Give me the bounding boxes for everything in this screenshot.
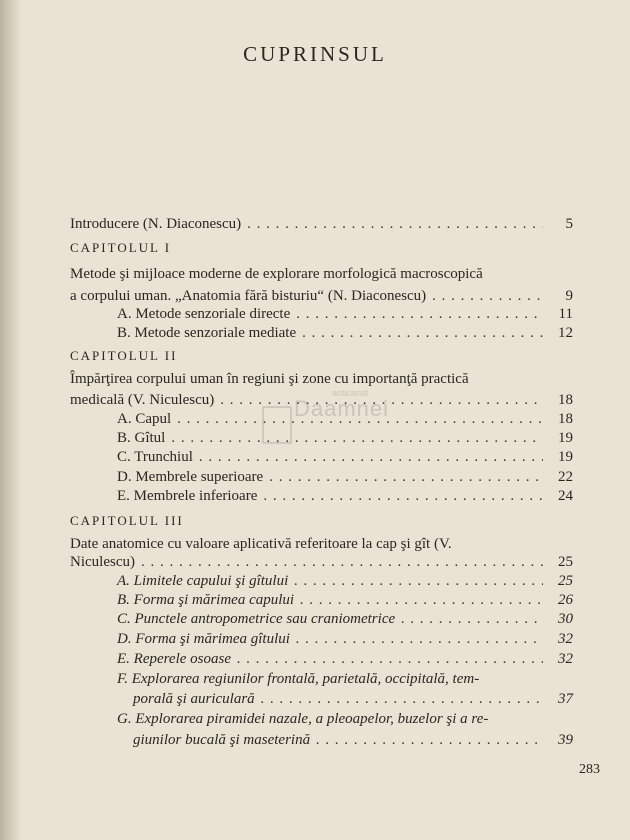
entry-page: 5 [565, 216, 573, 232]
entry-text: B. Gîtul [117, 430, 166, 446]
entry-page: 9 [565, 288, 573, 304]
entry-page: 11 [558, 306, 573, 322]
dot-leader [296, 322, 543, 344]
dot-leader [310, 729, 543, 751]
entry-text: E. Membrele inferioare [117, 488, 258, 504]
entry-text: D. Forma şi mărimea gîtului [117, 631, 290, 647]
dot-leader [241, 213, 543, 235]
toc-entry-membrele-inferioare [70, 485, 573, 507]
entry-text: C. Trunchiul [117, 449, 193, 465]
page-title: CUPRINSUL [243, 42, 387, 66]
toc-entry-explorarea-regiunilor [70, 688, 573, 710]
entry-page: 25 [558, 554, 573, 570]
dot-leader [257, 485, 543, 507]
toc-entry-text: Împărţirea corpului uman în regiuni şi zone cu importanţă practică [70, 371, 469, 387]
toc-entry-text: Date anatomice cu valoare aplicativă referitoare la cap şi gît (V. [70, 536, 452, 552]
entry-text: Introducere (N. Diaconescu) [70, 216, 242, 232]
toc-entry-introducere [70, 213, 573, 235]
entry-page: 19 [558, 430, 573, 446]
entry-text: A. Limitele capului şi gîtului [117, 573, 289, 589]
toc-entry-explorarea-piramidei [70, 729, 573, 751]
entry-text: porală şi auriculară [133, 691, 255, 707]
page-binding-edge [0, 0, 22, 840]
watermark-small-text: anticariat [332, 388, 369, 398]
toc-entry-text: G. Explorarea piramidei nazale, a pleoapelor, buzelor şi a re- [117, 711, 489, 727]
entry-text: Niculescu) [70, 554, 135, 570]
toc-entry-trunchiul [70, 446, 573, 468]
entry-text: medicală (V. Niculescu) [70, 392, 215, 408]
entry-page: 32 [558, 631, 573, 647]
dot-leader [193, 446, 543, 468]
toc-entry-metode-mediate [70, 322, 573, 344]
dot-leader [231, 648, 543, 670]
toc-entry-text: Metode şi mijloace moderne de explorare morfologică macroscopică [70, 266, 483, 282]
dot-leader [255, 688, 543, 710]
entry-text: C. Punctele antropometrice sau craniometrice [117, 611, 396, 627]
entry-page: 37 [558, 691, 573, 707]
entry-text: E. Reperele osoase [117, 651, 231, 667]
entry-text: a corpului uman. „Anatomia fără bisturiu“ (N. Diaconescu) [70, 288, 427, 304]
toc-entry-forma-gitului [70, 628, 573, 650]
chapter-heading-3: CAPITOLUL III [70, 513, 184, 528]
entry-text: B. Metode senzoriale mediate [117, 325, 297, 341]
entry-text: A. Capul [117, 411, 172, 427]
entry-text: A. Metode senzoriale directe [117, 306, 291, 322]
entry-page: 22 [558, 469, 573, 485]
entry-page: 24 [558, 488, 573, 504]
toc-entry-punctele [70, 608, 573, 630]
page-number: 283 [579, 762, 600, 777]
entry-page: 25 [558, 573, 573, 589]
entry-text: D. Membrele superioare [117, 469, 264, 485]
dot-leader [395, 608, 543, 630]
watermark [262, 388, 402, 448]
entry-page: 32 [558, 651, 573, 667]
entry-page: 18 [558, 392, 573, 408]
entry-page: 19 [558, 449, 573, 465]
book-icon [262, 406, 292, 444]
entry-page: 18 [558, 411, 573, 427]
dot-leader [290, 628, 543, 650]
entry-page: 30 [558, 611, 573, 627]
toc-entry-text: F. Explorarea regiunilor frontală, parietală, occipitală, tem- [117, 671, 480, 687]
entry-page: 39 [558, 732, 573, 748]
chapter-heading-2: CAPITOLUL II [70, 348, 178, 363]
chapter-heading-1: CAPITOLUL I [70, 240, 172, 255]
entry-text: giunilor bucală şi maseterină [133, 732, 311, 748]
toc-entry-reperele [70, 648, 573, 670]
entry-page: 26 [558, 592, 573, 608]
entry-page: 12 [558, 325, 573, 341]
watermark-text: Daamnei [294, 396, 390, 421]
entry-text: B. Forma şi mărimea capului [117, 592, 295, 608]
